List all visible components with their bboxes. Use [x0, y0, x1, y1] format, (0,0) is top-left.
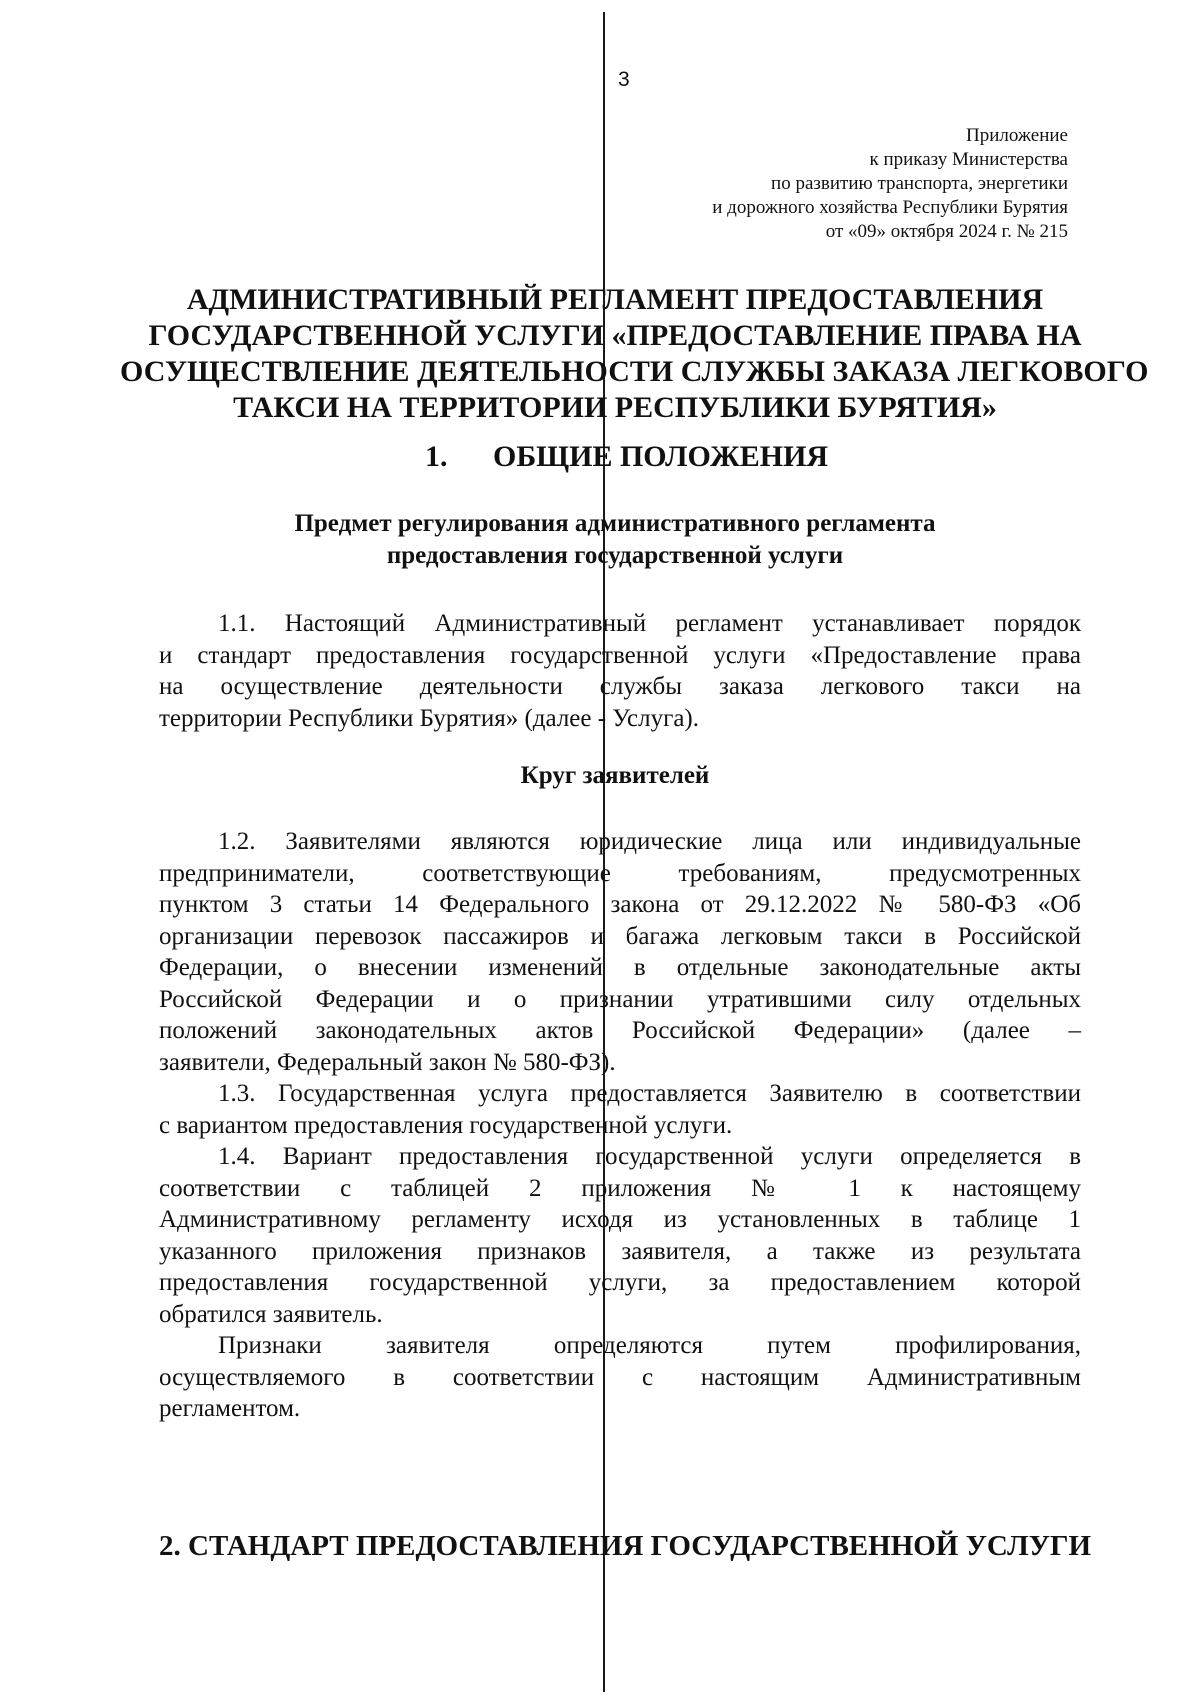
document-title — [120, 282, 1149, 426]
section-1-number: 1. — [425, 440, 448, 473]
paragraph-1-4 — [159, 1141, 1081, 1330]
text-line: 1.3. Государственная услуга предоставляется Заявителю в соответствии — [218, 1080, 1081, 1107]
subheading-line: Предмет регулирования административного регламента — [294, 510, 936, 537]
title-line: АДМИНИСТРАТИВНЫЙ РЕГЛАМЕНТ ПРЕДОСТАВЛЕНИЯ — [186, 283, 1044, 316]
text-line: Признаки заявителя определяются путем профилирования, — [218, 1332, 1081, 1359]
section-2-heading: 2. СТАНДАРТ ПРЕДОСТАВЛЕНИЯ ГОСУДАРСТВЕННОЙ УСЛУГИ — [159, 1530, 1092, 1562]
subheading-line: предоставления государственной услуги — [386, 542, 844, 569]
paragraph-1-2 — [159, 826, 1081, 1078]
title-line: ОСУЩЕСТВЛЕНИЕ ДЕЯТЕЛЬНОСТИ СЛУЖБЫ ЗАКАЗА ЛЕГКОВОГО — [120, 355, 1149, 388]
text-line: обратился заявитель. — [159, 1300, 383, 1328]
paragraph-1-1 — [159, 608, 1081, 734]
text-line: предоставления государственной услуги, за предоставлением которой — [159, 1269, 1081, 1296]
subheading-subject — [120, 508, 1110, 572]
paragraph-applicant-signs — [159, 1330, 1081, 1425]
subheading-applicants: Круг заявителей — [520, 762, 710, 789]
title-line: ТАКСИ НА ТЕРРИТОРИИ РЕСПУБЛИКИ БУРЯТИЯ» — [233, 391, 997, 424]
text-line: Административному регламенту исходя из установленных в таблице 1 — [159, 1206, 1081, 1233]
appendix-block — [712, 124, 1068, 244]
appendix-line: от «09» октября 2024 г. № 215 — [825, 221, 1068, 242]
text-line: 1.2. Заявителями являются юридические лица или индивидуальные — [218, 828, 1081, 855]
text-line: указанного приложения признаков заявителя, а также из результата — [159, 1237, 1081, 1265]
text-line: Федерации, о внесении изменений в отдельные законодательные акты — [159, 954, 1081, 981]
text-line: организации перевозок пассажиров и багажа легковым такси в Российской — [159, 922, 1081, 950]
text-line: 1.1. Настоящий Административный регламент устанавливает порядок — [218, 610, 1081, 637]
text-line: с вариантом предоставления государственной услуги. — [159, 1111, 733, 1139]
text-line: соответствии с таблицей 2 приложения № 1 к настоящему — [159, 1174, 1081, 1202]
section-1-heading — [425, 440, 828, 474]
text-line: пунктом 3 статьи 14 Федерального закона от 29.12.2022 № 580-ФЗ «Об — [159, 891, 1081, 918]
appendix-line: по развитию транспорта, энергетики — [771, 173, 1068, 194]
section-1-title: ОБЩИЕ ПОЛОЖЕНИЯ — [493, 440, 829, 473]
text-line: регламентом. — [159, 1395, 301, 1422]
text-line: осуществляемого в соответствии с настоящим Административным — [159, 1363, 1081, 1391]
text-line: территории Республики Бурятия» (далее - Услуга). — [159, 704, 700, 732]
text-line: предприниматели, соответствующие требованиям, предусмотренных — [159, 859, 1081, 887]
appendix-line: и дорожного хозяйства Республики Бурятия — [712, 197, 1068, 218]
appendix-line: Приложение — [966, 125, 1068, 146]
appendix-line: к приказу Министерства — [869, 149, 1068, 170]
page-number: 3 — [618, 68, 630, 91]
paragraph-1-3 — [159, 1078, 1081, 1141]
text-line: на осуществление деятельности службы заказа легкового такси на — [159, 673, 1081, 700]
text-line: Российской Федерации и о признании утратившими силу отдельных — [159, 985, 1081, 1013]
text-line: и стандарт предоставления государственной услуги «Предоставление права — [159, 641, 1081, 669]
title-line: ГОСУДАРСТВЕННОЙ УСЛУГИ «ПРЕДОСТАВЛЕНИЕ ПРАВА НА — [148, 319, 1082, 352]
text-line: заявители, Федеральный закон № 580-ФЗ). — [159, 1048, 616, 1076]
text-line: положений законодательных актов Российской Федерации» (далее – — [159, 1017, 1081, 1044]
text-line: 1.4. Вариант предоставления государственной услуги определяется в — [218, 1143, 1081, 1170]
